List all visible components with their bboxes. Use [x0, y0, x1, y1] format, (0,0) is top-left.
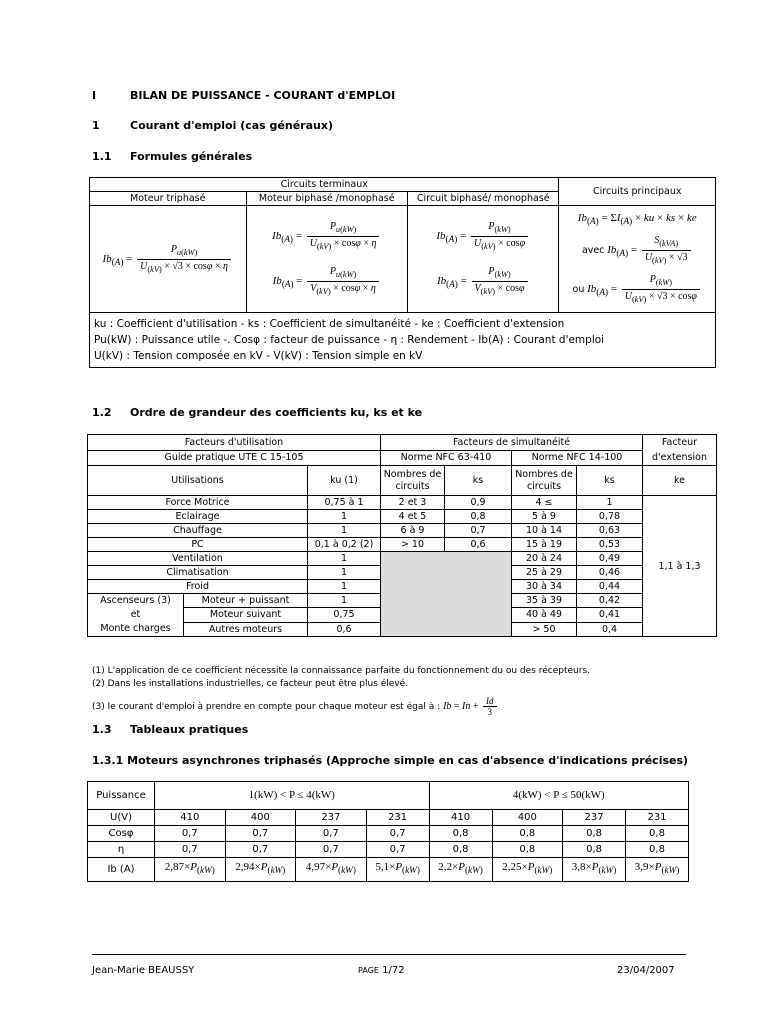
cell-gray-empty: [381, 552, 512, 637]
heading-section-1-2: 1.2 Ordre de grandeur des coefficients ku, ks et ke: [92, 406, 423, 419]
simul-factors-header: Facteurs de simultanéité: [381, 435, 643, 451]
cell-nb2: 35 à 39: [512, 594, 577, 608]
cell-eta: 0,7: [225, 842, 296, 858]
cell-eta: 0,8: [492, 842, 563, 858]
col-nb-circuits-14: Nombres de circuits: [512, 466, 577, 496]
cell-ku: 1: [308, 510, 381, 524]
cell-ib: $3,8\times P_{(kW)}$: [563, 858, 626, 882]
footer-divider: [92, 954, 686, 955]
row-label: Cosφ: [88, 826, 155, 842]
cell-ku: 0,1 à 0,2 (2): [308, 538, 381, 552]
cell-ku: 0,6: [308, 622, 381, 636]
cell-u: 400: [492, 810, 563, 826]
cell-ib: $2,2\times P_{(kW)}$: [429, 858, 492, 882]
nfc14-subheader: Norme NFC 14-100: [512, 450, 643, 466]
cell-nb2: 10 à 14: [512, 524, 577, 538]
cell-ib: $3,9\times P_{(kW)}$: [626, 858, 689, 882]
cell-eta: 0,8: [429, 842, 492, 858]
cell-utilisation: Froid: [88, 580, 308, 594]
col-ks-63: ks: [445, 466, 512, 496]
cell-u: 410: [155, 810, 226, 826]
col-three-phase-motor: Moteur triphasé: [90, 192, 247, 206]
row-efficiency: [88, 842, 689, 858]
cell-nb1: 6 à 9: [381, 524, 445, 538]
cell-ke-value: 1,1 à 1,3: [643, 496, 717, 637]
cell-utilisation: Moteur + puissant: [184, 594, 308, 608]
cell-ku: 1: [308, 552, 381, 566]
cell-nb2: 40 à 49: [512, 608, 577, 622]
row-label: U(V): [88, 810, 155, 826]
cell-ks1: 0,8: [445, 510, 512, 524]
cell-utilisation: Chauffage: [88, 524, 308, 538]
legend-line-2: Pu(kW) : Puissance utile -. Cosφ : facteur de puissance - η : Rendement - Ib(A) : Courant d'emploi: [94, 334, 605, 346]
heading-section-1-1: 1.1 Formules générales: [92, 150, 253, 163]
cell-utilisation: Moteur suivant: [184, 608, 308, 622]
cell-ks1: 0,9: [445, 496, 512, 510]
cell-ku: 1: [308, 566, 381, 580]
heading-section-i: I BILAN DE PUISSANCE - COURANT d'EMPLOI: [92, 89, 396, 102]
cell-u: 237: [296, 810, 367, 826]
col-puissance: Puissance: [88, 782, 155, 810]
elevators-label-1: Ascenseurs (3): [100, 595, 171, 606]
cell-nb2: 20 à 24: [512, 552, 577, 566]
cell-utilisation: PC: [88, 538, 308, 552]
table-row: [88, 524, 717, 538]
cell-nb2: 5 à 9: [512, 510, 577, 524]
cell-cos: 0,7: [225, 826, 296, 842]
cell-nb2: > 50: [512, 622, 577, 636]
row-label: Ib (A): [88, 858, 155, 882]
cell-nb1: 2 et 3: [381, 496, 445, 510]
cell-utilisation: Climatisation: [88, 566, 308, 580]
elevators-label-3: Monte charges: [100, 623, 171, 634]
footer-author: Jean-Marie BEAUSSY: [92, 965, 195, 976]
coefficients-table: [87, 434, 717, 637]
table-row: [88, 552, 717, 566]
cell-ks2: 0,41: [577, 608, 643, 622]
footnote-1: (1) L'application de ce coefficient nécessite la connaissance parfaite du fonctionnement du ou des récepteurs.: [92, 666, 590, 676]
col-utilisations: Utilisations: [88, 466, 308, 496]
footnote-3-line: (3) le courant d'emploi à prendre en compte pour chaque moteur est égal à : Ib = In + $\frac{Id}{3}$: [92, 696, 712, 717]
formulas-table: [89, 177, 716, 368]
nfc63-subheader: Norme NFC 63-410: [381, 450, 512, 466]
cell-nb2: 30 à 34: [512, 580, 577, 594]
util-factors-header: Facteurs d'utilisation: [88, 435, 381, 451]
table-row: [88, 510, 717, 524]
cell-nb1: > 10: [381, 538, 445, 552]
formulas-legend: [90, 313, 716, 368]
cell-ku: 0,75: [308, 608, 381, 622]
cell-ks2: 0,53: [577, 538, 643, 552]
col-ks-14: ks: [577, 466, 643, 496]
cell-ks2: 0,78: [577, 510, 643, 524]
cell-ks2: 1: [577, 496, 643, 510]
footnote-2: (2) Dans les installations industrielles, ce facteur peut être plus élevé.: [92, 679, 409, 689]
elevators-label-2: et: [130, 609, 141, 620]
cell-cos: 0,8: [563, 826, 626, 842]
cell-u: 400: [225, 810, 296, 826]
cell-ku: 1: [308, 580, 381, 594]
cell-eta: 0,8: [563, 842, 626, 858]
col-single-phase-motor: Moteur biphasé /monophasé: [246, 192, 408, 206]
cell-u: 237: [563, 810, 626, 826]
cell-cos: 0,7: [155, 826, 226, 842]
col-ku: ku (1): [308, 466, 381, 496]
cell-eta: 0,7: [296, 842, 367, 858]
cell-nb2: 4 ≤: [512, 496, 577, 510]
cell-u: 231: [626, 810, 689, 826]
heading-section-1-3: 1.3 Tableaux pratiques: [92, 723, 249, 736]
formula-main-circuits: $Ib_{(A)} = \Sigma I_{(A)}$ × ku × ks × ke avec $Ib_{(A)}$ = $\frac{S_{(kVA)}}{U_{(kV)} \times √3}$ ou $Ib_{(A)}$ = $\frac{P_{(kW)}}{U_{(kV)} \times √3 \times \cos\varphi}$: [559, 206, 716, 313]
formula-single-phase-circuit: $Ib_{(A)}$ = $\frac{P_{(kW)}}{U_{(kV)} \times \cos\varphi}$ $Ib_{(A)}$ = $\frac{P_{(kW)}}{V_{(kV)} \times \cos\varphi}$: [408, 206, 559, 313]
row-cosphi: [88, 826, 689, 842]
terminal-circuits-header: Circuits terminaux: [90, 178, 559, 192]
cell-utilisation: Eclairage: [88, 510, 308, 524]
col-single-phase-circuit: Circuit biphasé/ monophasé: [408, 192, 559, 206]
cell-ks2: 0,49: [577, 552, 643, 566]
cell-ks2: 0,4: [577, 622, 643, 636]
formula-three-phase-motor: $Ib_{(A)}$ = $\frac{P_{u(kW)}}{U_{(kV)} \times √3 \times \cos\varphi \times \eta}$: [90, 206, 247, 313]
row-label: η: [88, 842, 155, 858]
table-row: [88, 538, 717, 552]
extension-factor-header: Facteur d'extension: [643, 435, 717, 466]
cell-elevators-label: [88, 594, 184, 637]
legend-line-1: ku : Coefficient d'utilisation - ks : Coefficient de simultanéité - ke : Coefficient d'extension: [94, 318, 565, 330]
col-ke: ke: [643, 466, 717, 496]
heading-section-1-3-1: 1.3.1 Moteurs asynchrones triphasés (Approche simple en cas d'absence d'indications précises): [92, 754, 689, 767]
footnotes: [92, 665, 712, 717]
cell-u: 410: [429, 810, 492, 826]
cell-utilisation: Force Motrice: [88, 496, 308, 510]
cell-ku: 1: [308, 524, 381, 538]
cell-nb2: 15 à 19: [512, 538, 577, 552]
cell-ks2: 0,46: [577, 566, 643, 580]
cell-u: 231: [366, 810, 429, 826]
footer-page: PAGE 1/72: [358, 965, 405, 976]
row-voltage: [88, 810, 689, 826]
cell-ku: 0,75 à 1: [308, 496, 381, 510]
cell-cos: 0,8: [626, 826, 689, 842]
range-1-4kw: 1(kW) < P ≤ 4(kW): [155, 782, 430, 810]
range-4-50kw: 4(kW) < P ≤ 50(kW): [429, 782, 688, 810]
cell-ks2: 0,42: [577, 594, 643, 608]
cell-nb1: 4 et 5: [381, 510, 445, 524]
footnote-3: (3) le courant d'emploi à prendre en compte pour chaque moteur est égal à :: [92, 701, 441, 712]
col-nb-circuits-63: Nombres de circuits: [381, 466, 445, 496]
cell-ks2: 0,44: [577, 580, 643, 594]
row-current: [88, 858, 689, 882]
cell-eta: 0,7: [155, 842, 226, 858]
formula-single-phase-motor: $Ib_{(A)}$ = $\frac{P_{u(kW)}}{U_{(kV)} \times \cos\varphi \times \eta}$ $Ib_{(A)}$ = $\frac{P_{u(kW)}}{V_{(kV)} \times \cos\varphi \times \eta}$: [246, 206, 408, 313]
cell-ib: $2,94\times P_{(kW)}$: [225, 858, 296, 882]
cell-cos: 0,7: [296, 826, 367, 842]
cell-ib: $2,87\times P_{(kW)}$: [155, 858, 226, 882]
motors-table: [87, 781, 689, 882]
cell-nb2: 25 à 29: [512, 566, 577, 580]
footer-date: 23/04/2007: [617, 965, 675, 976]
util-guide-subheader: Guide pratique UTE C 15-105: [88, 450, 381, 466]
cell-ib: $2,25\times P_{(kW)}$: [492, 858, 563, 882]
cell-utilisation: Ventilation: [88, 552, 308, 566]
heading-section-1: 1 Courant d'emploi (cas généraux): [92, 119, 333, 132]
cell-eta: 0,7: [366, 842, 429, 858]
cell-cos: 0,8: [492, 826, 563, 842]
table-row: [88, 496, 717, 510]
cell-ks1: 0,6: [445, 538, 512, 552]
legend-line-3: U(kV) : Tension composée en kV - V(kV) : Tension simple en kV: [94, 350, 423, 362]
cell-ku: 1: [308, 594, 381, 608]
cell-ks1: 0,7: [445, 524, 512, 538]
cell-ks2: 0,63: [577, 524, 643, 538]
cell-cos: 0,8: [429, 826, 492, 842]
cell-cos: 0,7: [366, 826, 429, 842]
main-circuits-header: Circuits principaux: [559, 178, 716, 206]
cell-utilisation: Autres moteurs: [184, 622, 308, 636]
cell-ib: $4,97\times P_{(kW)}$: [296, 858, 367, 882]
cell-ib: $5,1\times P_{(kW)}$: [366, 858, 429, 882]
cell-eta: 0,8: [626, 842, 689, 858]
